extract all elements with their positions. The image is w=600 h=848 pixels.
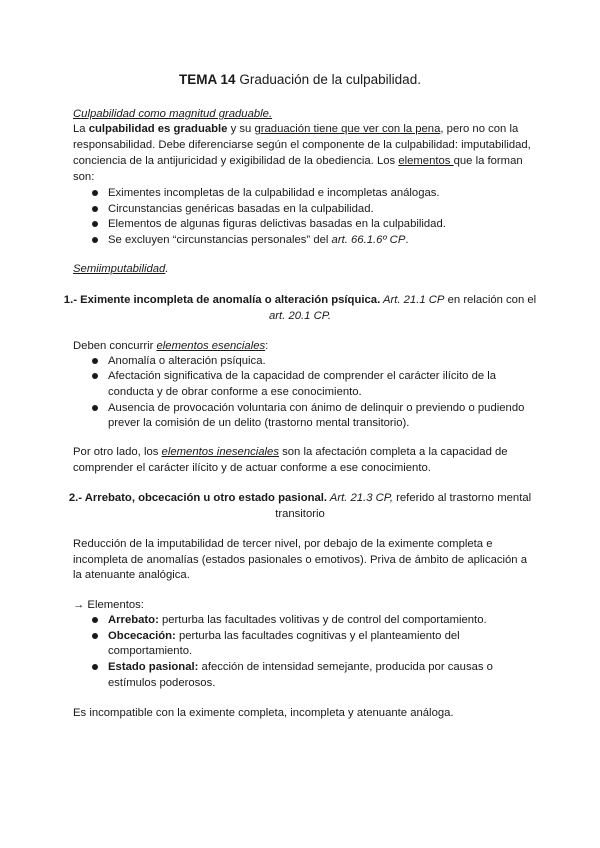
paragraph-line: incompleta de anomalías (estados pasionales o emotivos). Priva de ámbito de aplicación a <box>73 554 528 566</box>
bullet-icon <box>92 664 98 670</box>
bullet-icon <box>92 617 98 623</box>
bullet-icon <box>92 405 98 411</box>
paragraph-line: la atenuante analógica. <box>73 569 190 581</box>
list-item: Afectación significativa de la capacidad de comprender el carácter ilícito de la <box>108 370 497 382</box>
list-item: Arrebato: perturba las facultades volitivas y de control del comportamiento. <box>108 614 487 626</box>
list-item-continuation: estímulos poderosos. <box>108 677 216 689</box>
bullet-icon <box>92 221 98 227</box>
list-item: Elementos de algunas figuras delictivas basadas en la culpabilidad. <box>108 218 446 230</box>
elementos-label: → Elementos: <box>73 599 144 611</box>
list-item: Ausencia de provocación voluntaria con ánimo de delinquir o previendo o pudiendo <box>108 402 525 414</box>
list-item: Eximentes incompletas de la culpabilidad e incompletas análogas. <box>108 187 440 199</box>
bullet-icon <box>92 190 98 196</box>
paragraph-line: Es incompatible con la eximente completa, incompleta y atenuante análoga. <box>73 707 454 719</box>
bullet-icon <box>92 373 98 379</box>
list-item-continuation: prever la comisión de un delito (trastorno mental transitorio). <box>108 417 410 429</box>
paragraph-line: Deben concurrir elementos esenciales: <box>73 340 269 352</box>
page-title: TEMA 14 Graduación de la culpabilidad. <box>179 72 421 87</box>
paragraph-line: conciencia de la antijuricidad y exigibilidad de la obediencia. Los elementos que la forman <box>73 155 523 167</box>
paragraph-line: Por otro lado, los elementos inesenciales son la afectación completa a la capacidad de <box>73 446 508 458</box>
bullet-icon <box>92 633 98 639</box>
paragraph-line: La culpabilidad es graduable y su graduación tiene que ver con la pena, pero no con la <box>73 123 519 135</box>
list-item: Obcecación: perturba las facultades cognitivas y el planteamiento del <box>108 630 460 642</box>
paragraph-line: Reducción de la imputabilidad de tercer nivel, por debajo de la eximente completa e <box>73 538 493 550</box>
bullet-icon <box>92 358 98 364</box>
paragraph-line: son: <box>73 171 95 183</box>
subheading-eximente-ref: art. 20.1 CP. <box>269 310 331 322</box>
subheading-arrebato-cont: transitorio <box>275 508 325 520</box>
list-item-continuation: conducta y de obrar conforme a ese conocimiento. <box>108 386 362 398</box>
subheading-eximente: 1.- Eximente incompleta de anomalía o alteración psíquica. Art. 21.1 CP en relación con el <box>63 294 537 306</box>
list-item: Anomalía o alteración psíquica. <box>108 355 266 367</box>
list-item: Circunstancias genéricas basadas en la culpabilidad. <box>108 203 374 215</box>
bullet-icon <box>92 206 98 212</box>
list-item: Se excluyen “circunstancias personales” del art. 66.1.6º CP. <box>108 234 409 246</box>
section-heading-semiimputabilidad: Semiimputabilidad. <box>73 263 169 275</box>
paragraph-line: comprender el carácter ilícito y de actuar conforme a ese conocimiento. <box>73 462 431 474</box>
list-item-continuation: comportamiento. <box>108 645 193 657</box>
list-item: Estado pasional: afección de intensidad semejante, producida por causas o <box>108 661 493 673</box>
subheading-arrebato: 2.- Arrebato, obcecación u otro estado pasional. Art. 21.3 CP, referido al trastorno mental <box>68 492 532 504</box>
bullet-icon <box>92 237 98 243</box>
section-heading-culpabilidad: Culpabilidad como magnitud graduable. <box>73 108 273 120</box>
paragraph-line: responsabilidad. Debe diferenciarse según el componente de la culpabilidad: imputabilidad, <box>73 139 531 151</box>
